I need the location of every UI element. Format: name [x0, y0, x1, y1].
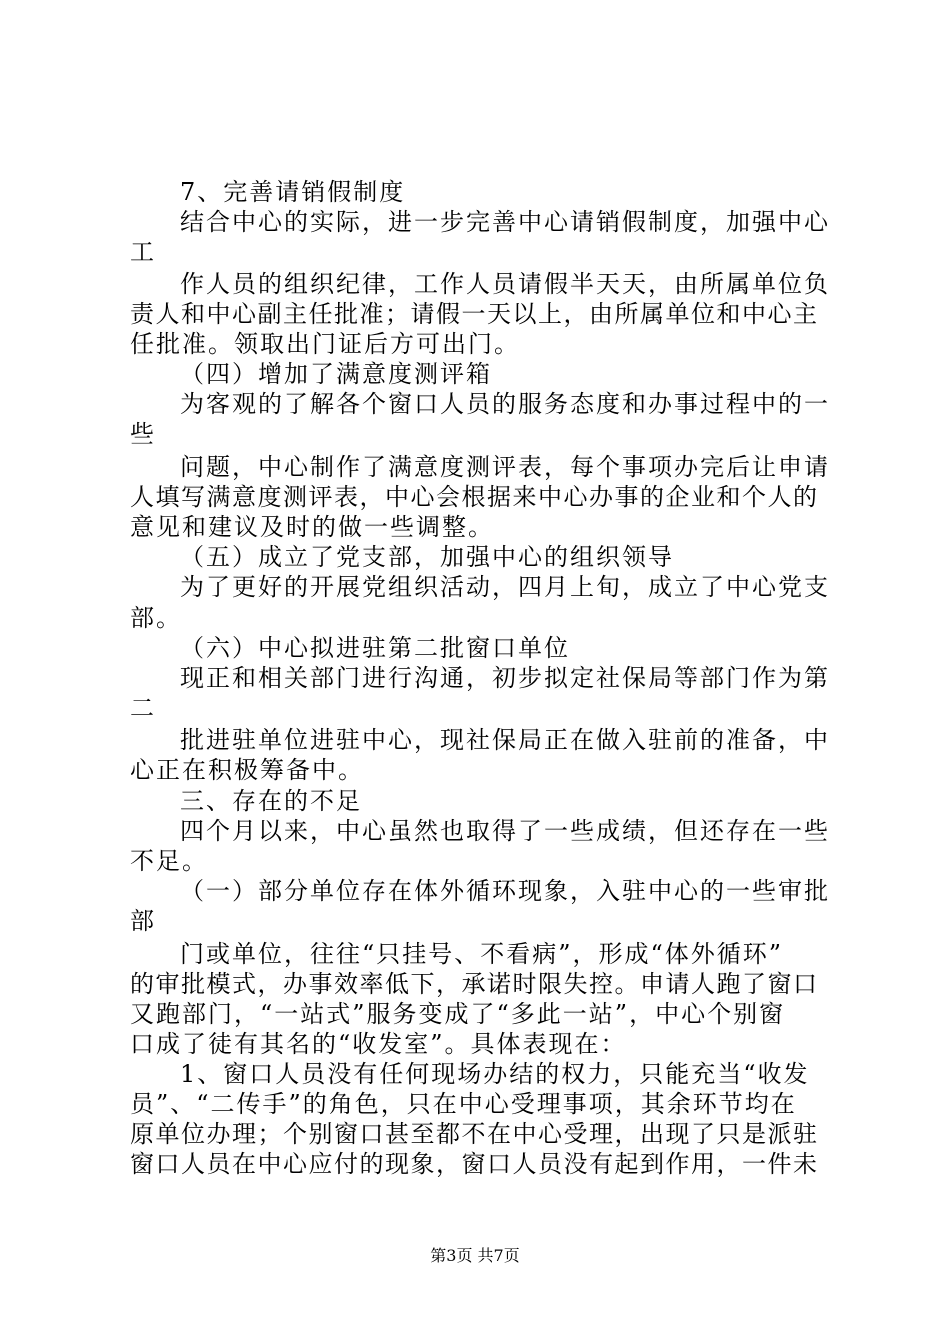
text-line: 为客观的了解各个窗口人员的服务态度和办事过程中的一	[180, 390, 830, 418]
text-line: 部	[130, 907, 156, 935]
text-line: 为了更好的开展党组织活动，四月上旬，成立了中心党支	[180, 573, 830, 601]
text-line: 7、完善请销假制度	[180, 178, 406, 206]
text-line: 的审批模式，办事效率低下，承诺时限失控。申请人跑了窗口	[130, 970, 819, 998]
text-line: 些	[130, 420, 156, 448]
text-line: 心正在积极筹备中。	[130, 756, 364, 784]
text-line: 意见和建议及时的做一些调整。	[130, 513, 494, 541]
text-line: 不足。	[130, 847, 208, 875]
text-line: 工	[130, 238, 156, 266]
text-line: 1、窗口人员没有任何现场办结的权力，只能充当“收发	[180, 1060, 810, 1088]
text-line: 门或单位，往往“只挂号、不看病”，形成“体外循环”	[180, 940, 784, 968]
text-line: （六）中心拟进驻第二批窗口单位	[180, 634, 570, 662]
text-line: 问题，中心制作了满意度测评表，每个事项办完后让申请	[180, 453, 830, 481]
text-line: （五）成立了党支部，加强中心的组织领导	[180, 543, 674, 571]
text-line: （一）部分单位存在体外循环现象，入驻中心的一些审批	[180, 877, 830, 905]
text-line: 人填写满意度测评表，中心会根据来中心办事的企业和个人的	[130, 483, 819, 511]
text-line: 四个月以来，中心虽然也取得了一些成绩，但还存在一些	[180, 817, 830, 845]
text-line: 责人和中心副主任批准；请假一天以上，由所属单位和中心主	[130, 300, 819, 328]
page-number-footer: 第3页 共7页	[430, 1246, 520, 1265]
text-line: 任批准。领取出门证后方可出门。	[130, 330, 520, 358]
text-line: 三、存在的不足	[180, 787, 362, 815]
text-line: 现正和相关部门进行沟通，初步拟定社保局等部门作为第	[180, 664, 830, 692]
text-line: 二	[130, 694, 156, 722]
text-line: 又跑部门，“一站式”服务变成了“多此一站”，中心个别窗	[130, 1000, 786, 1028]
text-line: 结合中心的实际，进一步完善中心请销假制度，加强中心	[180, 208, 830, 236]
text-line: （四）增加了满意度测评箱	[180, 360, 492, 388]
text-line: 原单位办理；个别窗口甚至都不在中心受理，出现了只是派驻	[130, 1120, 819, 1148]
text-line: 员”、“二传手”的角色，只在中心受理事项，其余环节均在	[130, 1090, 797, 1118]
text-line: 批进驻单位进驻中心，现社保局正在做入驻前的准备，中	[180, 726, 830, 754]
text-line: 口成了徒有其名的“收发室”。具体表现在：	[130, 1030, 627, 1058]
text-line: 部。	[130, 604, 182, 632]
text-line: 窗口人员在中心应付的现象，窗口人员没有起到作用，一件未	[130, 1150, 819, 1178]
text-line: 作人员的组织纪律，工作人员请假半天天，由所属单位负	[180, 270, 830, 298]
